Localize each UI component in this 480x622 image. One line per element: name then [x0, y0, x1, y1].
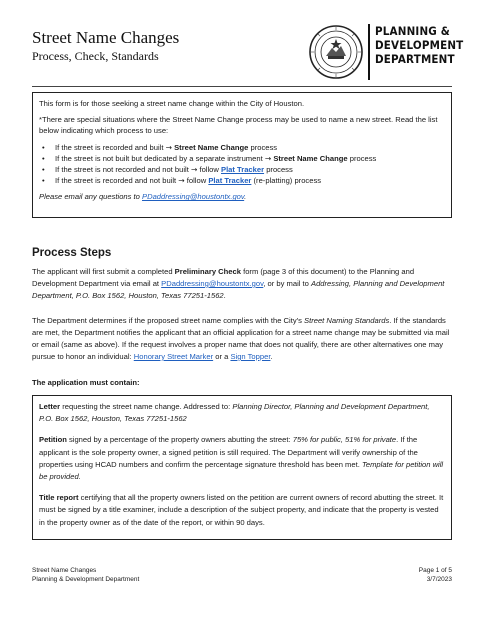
process-paragraph-2: The Department determines if the proposed street name complies with the City's Street Naming Standards. If the standards are met, the Department notifies the applicant that an official application for a street name change may be submitted via mail or email (same as above). If the request involves a proper name that does not qualify, there are other alternatives one may pursue to honor an individual: Honorary Street Marker or a Sign Topper. [32, 316, 450, 361]
document-title: Street Name Changes [32, 28, 180, 47]
header-rule [32, 86, 452, 87]
email-link[interactable]: PDaddressing@houstontx.gov [161, 279, 264, 288]
email-link[interactable]: PDaddressing@houstontx.gov [142, 192, 245, 202]
list-item: • If the street is recorded and built → Street Name Change process [39, 142, 445, 153]
footer-doc-name: Street Name Changes [32, 567, 97, 574]
list-item: • If the street is recorded and not built → follow Plat Tracker (re-platting) process [39, 175, 445, 186]
requirement-petition: Petition signed by a percentage of the property owners abutting the street: 75% for public, 51% for private. If the applicant is the sole property owner, a signed petition is still required. The Department will verify ownership of the properties using HCAD numbers and confirm the percentage signature threshold has been met. Template for petition will be provided. [39, 435, 444, 482]
department-logo [375, 24, 463, 66]
footer-date: 3/7/2023 [426, 576, 452, 583]
list-item: • If the street is not recorded and not built → follow Plat Tracker process [39, 164, 445, 175]
sign-topper-link[interactable]: Sign Topper [230, 352, 271, 361]
intro-line-1: This form is for those seeking a street name change within the City of Houston. [39, 99, 305, 108]
requirements-box [32, 395, 452, 540]
page-number: Page 1 of 5 [418, 567, 452, 574]
arrow-icon: → [178, 176, 185, 186]
plat-tracker-link[interactable]: Plat Tracker [221, 165, 265, 175]
document-subtitle: Process, Check, Standards [32, 49, 159, 63]
intro-box [32, 92, 452, 218]
honorary-street-marker-link[interactable]: Honorary Street Marker [133, 352, 214, 361]
arrow-icon: → [190, 165, 198, 175]
list-item: • If the street is not built but dedicated by a separate instrument → Street Name Change process [39, 153, 445, 164]
process-paragraph-1: The applicant will first submit a completed Preliminary Check form (page 3 of this document) to the Planning and Development Department via email at PDaddressing@houstontx.gov, or by mail to Addressing, Planning and Development Department, P.O. Box 1562, Houston, Texas 77251-1562. [32, 267, 445, 300]
arrow-icon: → [264, 153, 272, 163]
application-must-contain: The application must contain: [32, 378, 140, 387]
requirement-letter: Letter requesting the street name change. Addressed to: Planning Director, Planning and Development Department, P.O. Box 1562, Houston, Texas 77251-1562 [39, 402, 430, 424]
process-list [39, 142, 445, 187]
document-header [32, 22, 464, 84]
logo-divider [368, 24, 370, 80]
process-steps-heading: Process Steps [32, 247, 112, 259]
logo-line-1: PLANNING & [375, 24, 450, 38]
footer-right [352, 566, 452, 584]
city-seal-icon [308, 24, 364, 80]
requirement-title-report: Title report certifying that all the property owners listed on the petition are current owners of record abutting the street. It must be signed by a title examiner, include a description of the subject property, and indicate that the property is vested in the property owner as of the date of the report, or within 90 days. [39, 493, 444, 527]
intro-line-2: *There are special situations where the Street Name Change process may be used to name a new street. Read the list below indicating which process to use: [39, 115, 438, 136]
arrow-icon: → [165, 142, 172, 152]
logo-line-3: DEPARTMENT [375, 52, 455, 66]
footer-department: Planning & Development Department [32, 576, 140, 583]
footer-left [32, 566, 139, 584]
logo-line-2: DEVELOPMENT [375, 38, 464, 52]
plat-tracker-link[interactable]: Plat Tracker [208, 176, 252, 186]
intro-email-line: Please email any questions to PDaddressing@houstontx.gov. [39, 192, 247, 202]
